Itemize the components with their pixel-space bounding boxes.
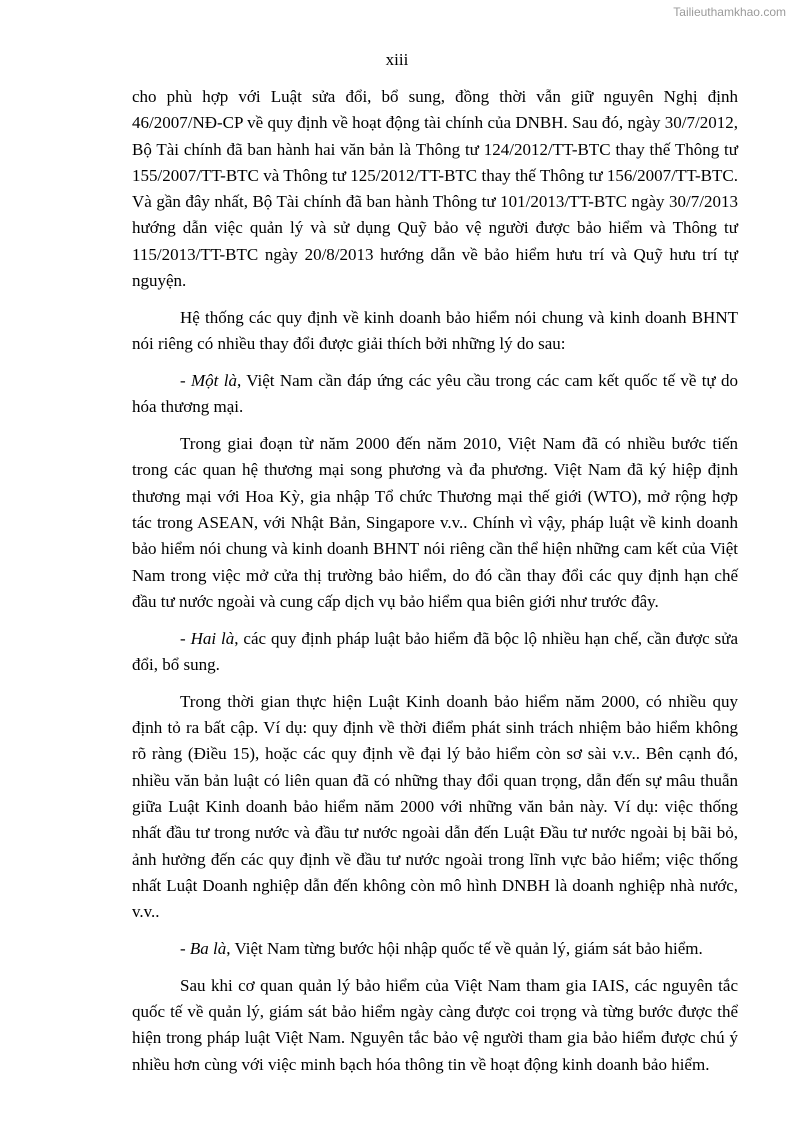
reason-three bbox=[132, 936, 738, 962]
paragraph-iais: Sau khi cơ quan quản lý bảo hiểm của Việt Nam tham gia IAIS, các nguyên tắc quốc tế về quản lý, giám sát bảo hiểm ngày càng được coi trọng và từng bước được thể hiện trong pháp luật Việt Nam. Nguyên tắc bảo vệ người tham gia bảo hiểm được chú ý nhiều hơn cùng với việc minh bạch hóa thông tin về hoạt động kinh doanh bảo hiểm. bbox=[132, 975, 738, 1074]
reason-one-text: , Việt Nam cần đáp ứng các yêu cầu trong các cam kết quốc tế về tự do hóa thương mại. bbox=[132, 370, 738, 417]
page-number: xiii bbox=[385, 50, 409, 69]
reason-one bbox=[132, 368, 738, 421]
reason-two-lead: - Hai là bbox=[180, 628, 235, 648]
paragraph-trade-integration: Trong giai đoạn từ năm 2000 đến năm 2010, Việt Nam đã có nhiều bước tiến trong các quan hệ thương mại song phương và đa phương. Việt Nam đã ký hiệp định thương mại với Hoa Kỳ, gia nhập Tổ chức Thương mại thế giới (WTO), mở rộng hợp tác trong ASEAN, với Nhật Bản, Singapore v.v.. Chính vì vậy, pháp luật về kinh doanh bảo hiểm nói chung và kinh doanh BHNT nói riêng cần thể hiện những cam kết của Việt Nam trong việc mở cửa thị trường bảo hiểm, do đó cần thay đổi các quy định hạn chế đầu tư nước ngoài và cung cấp dịch vụ bảo hiểm qua biên giới như trước đây. bbox=[132, 434, 738, 611]
paragraph-continuation: cho phù hợp với Luật sửa đổi, bổ sung, đồng thời vẫn giữ nguyên Nghị định 46/2007/NĐ-CP về quy định về hoạt động tài chính của DNBH. Sau đó, ngày 30/7/2012, Bộ Tài chính đã ban hành hai văn bản là Thông tư 124/2012/TT-BTC thay thế Thông tư 155/2007/TT-BTC và Thông tư 125/2012/TT-BTC thay thế Thông tư 156/2007/TT-BTC. Và gần đây nhất, Bộ Tài chính đã ban hành Thông tư 101/2013/TT-BTC ngày 30/7/2013 hướng dẫn việc quản lý và sử dụng Quỹ bảo vệ người được bảo hiểm và Thông tư 115/2013/TT-BTC ngày 20/8/2013 hướng dẫn về bảo hiểm hưu trí và Quỹ hưu trí tự nguyện. bbox=[132, 87, 738, 291]
body-text bbox=[132, 84, 738, 1088]
paragraph-law-shortcomings: Trong thời gian thực hiện Luật Kinh doanh bảo hiểm năm 2000, có nhiều quy định tỏ ra bất cập. Ví dụ: quy định về thời điểm phát sinh trách nhiệm bảo hiểm không rõ ràng (Điều 15), hoặc các quy định về đại lý bảo hiểm còn sơ sài v.v.. Bên cạnh đó, nhiều văn bản luật có liên quan đã có những thay đổi quan trọng, dẫn đến sự mâu thuẫn giữa Luật Kinh doanh bảo hiểm năm 2000 với những văn bản này. Ví dụ: việc thống nhất đầu tư trong nước và đầu tư nước ngoài dẫn đến Luật Đầu tư nước ngoài bị bãi bỏ, ảnh hưởng đến các quy định về đầu tư nước ngoài trong lĩnh vực bảo hiểm; việc thống nhất Luật Doanh nghiệp dẫn đến không còn mô hình DNBH là doanh nghiệp nhà nước, v.v.. bbox=[132, 691, 738, 922]
paragraph-intro-reasons: Hệ thống các quy định về kinh doanh bảo hiểm nói chung và kinh doanh BHNT nói riêng có nhiều thay đổi được giải thích bởi những lý do sau: bbox=[132, 307, 738, 354]
reason-two-text: , các quy định pháp luật bảo hiểm đã bộc lộ nhiều hạn chế, cần được sửa đổi, bổ sung. bbox=[132, 628, 738, 674]
reason-two bbox=[132, 626, 738, 679]
reason-one-lead: - Một là bbox=[180, 370, 237, 390]
watermark: Tailieuthamkhao.com bbox=[673, 5, 786, 19]
reason-three-lead: - Ba là bbox=[180, 938, 227, 958]
reason-three-text: , Việt Nam từng bước hội nhập quốc tế về quản lý, giám sát bảo hiểm. bbox=[226, 938, 703, 958]
